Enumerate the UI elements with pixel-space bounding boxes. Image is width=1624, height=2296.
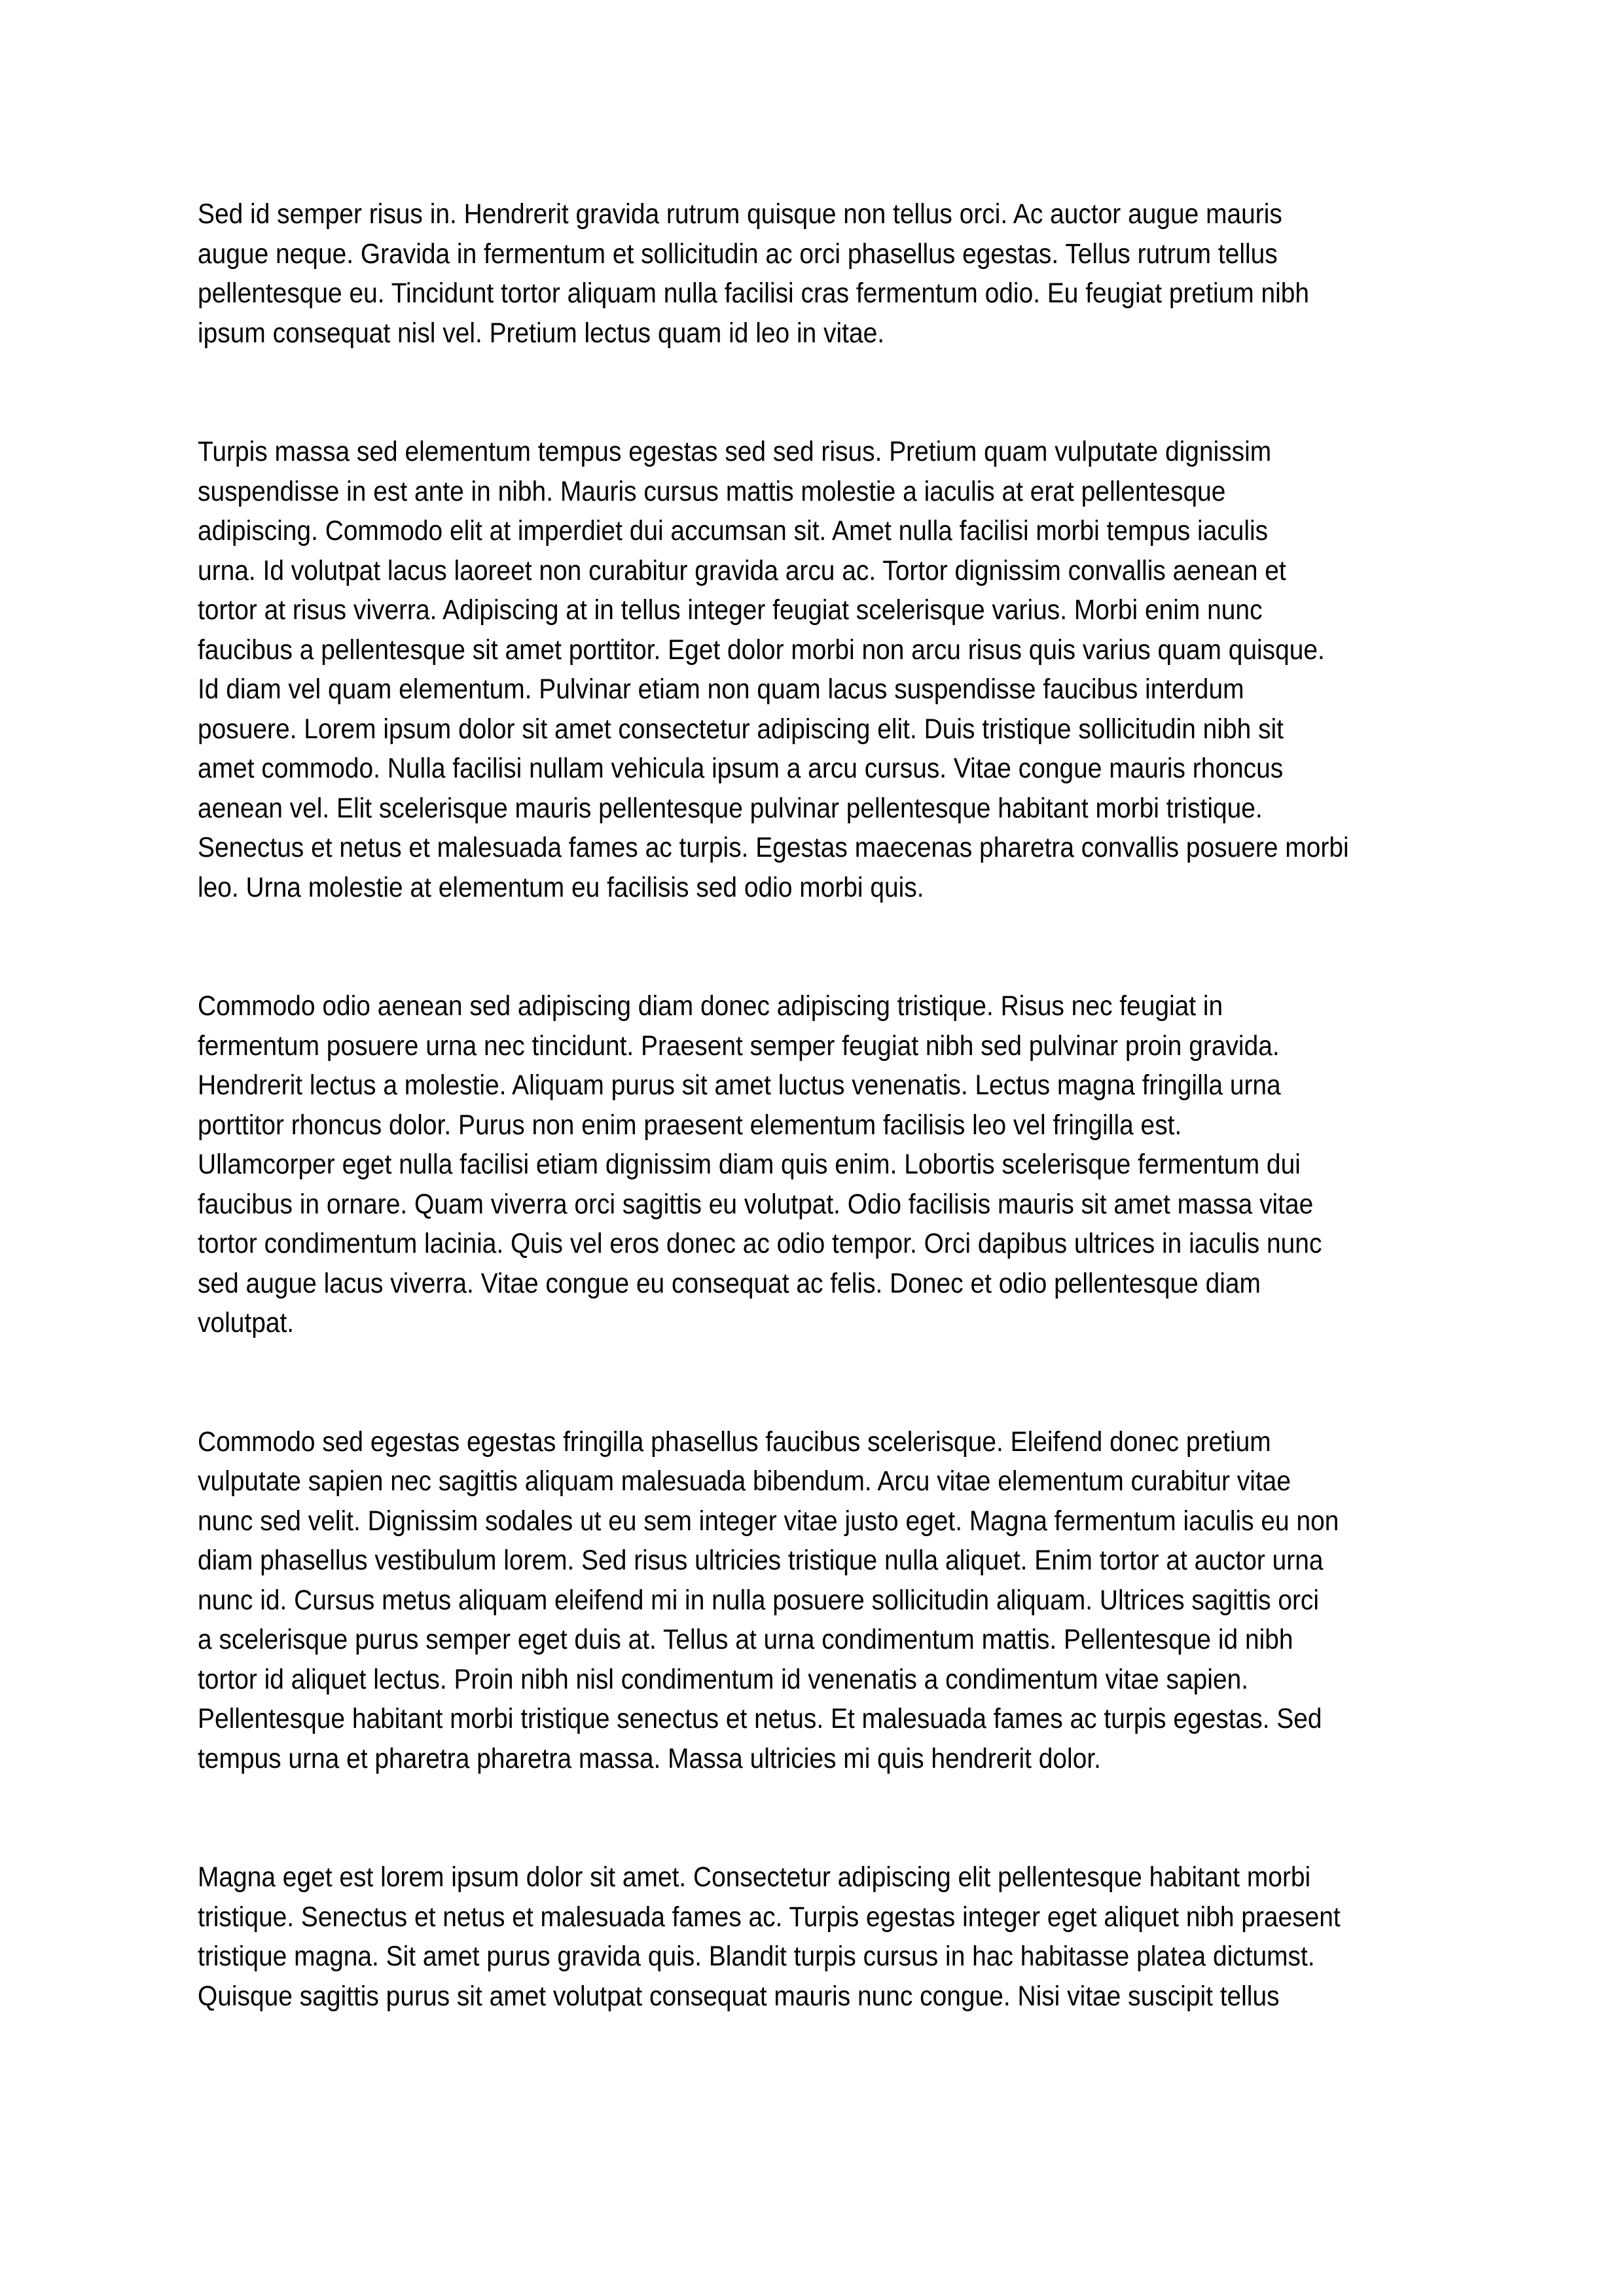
text-line: fermentum posuere urna nec tincidunt. Praesent semper feugiat nibh sed pulvinar proin gravida.	[198, 1030, 1280, 1062]
paragraph-3	[198, 986, 1441, 1343]
text-line: Pellentesque habitant morbi tristique senectus et netus. Et malesuada fames ac turpis egestas. Sed	[198, 1703, 1322, 1734]
text-line: ipsum consequat nisl vel. Pretium lectus quam id leo in vitae.	[198, 317, 885, 349]
text-line: a scelerisque purus semper eget duis at. Tellus at urna condimentum mattis. Pellentesque id nibh	[198, 1624, 1293, 1655]
text-line: volutpat.	[198, 1307, 295, 1338]
text-line: sed augue lacus viverra. Vitae congue eu consequat ac felis. Donec et odio pellentesque diam	[198, 1267, 1261, 1299]
text-line: Commodo odio aenean sed adipiscing diam donec adipiscing tristique. Risus nec feugiat in	[198, 990, 1223, 1022]
text-line: tristique magna. Sit amet purus gravida quis. Blandit turpis cursus in hac habitasse platea dictumst.	[198, 1941, 1315, 1972]
text-line: Id diam vel quam elementum. Pulvinar etiam non quam lacus suspendisse faucibus interdum	[198, 673, 1244, 705]
paragraph-4	[198, 1422, 1441, 1779]
text-line: leo. Urna molestie at elementum eu facilisis sed odio morbi quis.	[198, 871, 924, 903]
text-line: Magna eget est lorem ipsum dolor sit amet. Consectetur adipiscing elit pellentesque habitant morbi	[198, 1861, 1311, 1893]
text-line: Ullamcorper eget nulla facilisi etiam dignissim diam quis enim. Lobortis scelerisque fermentum dui	[198, 1149, 1301, 1180]
text-line: faucibus in ornare. Quam viverra orci sagittis eu volutpat. Odio facilisis mauris sit amet massa vitae	[198, 1188, 1314, 1220]
text-line: adipiscing. Commodo elit at imperdiet dui accumsan sit. Amet nulla facilisi morbi tempus iaculis	[198, 515, 1269, 547]
text-line: nunc id. Cursus metus aliquam eleifend mi in nulla posuere sollicitudin aliquam. Ultrices sagittis orci	[198, 1584, 1320, 1616]
text-line: nunc sed velit. Dignissim sodales ut eu sem integer vitae justo eget. Magna fermentum iaculis eu non	[198, 1505, 1339, 1537]
text-line: faucibus a pellentesque sit amet porttitor. Eget dolor morbi non arcu risus quis varius quam quisque.	[198, 634, 1325, 666]
text-line: Sed id semper risus in. Hendrerit gravida rutrum quisque non tellus orci. Ac auctor augue mauris	[198, 198, 1282, 230]
document-body	[198, 194, 1441, 2095]
text-line: Senectus et netus et malesuada fames ac turpis. Egestas maecenas pharetra convallis posuere morbi	[198, 832, 1349, 863]
text-line: augue neque. Gravida in fermentum et sollicitudin ac orci phasellus egestas. Tellus rutrum tellus	[198, 238, 1278, 270]
text-line: diam phasellus vestibulum lorem. Sed risus ultricies tristique nulla aliquet. Enim tortor at auctor urna	[198, 1545, 1324, 1576]
text-line: urna. Id volutpat lacus laoreet non curabitur gravida arcu ac. Tortor dignissim convallis aenean et	[198, 554, 1286, 586]
text-line: Quisque sagittis purus sit amet volutpat consequat mauris nunc congue. Nisi vitae suscipit tellus	[198, 1980, 1280, 2012]
text-line: Turpis massa sed elementum tempus egestas sed sed risus. Pretium quam vulputate dignissim	[198, 436, 1272, 467]
text-line: tortor condimentum lacinia. Quis vel eros donec ac odio tempor. Orci dapibus ultrices in iaculis nunc	[198, 1228, 1322, 1259]
text-line: suspendisse in est ante in nibh. Mauris cursus mattis molestie a iaculis at erat pellentesque	[198, 475, 1226, 507]
text-line: porttitor rhoncus dolor. Purus non enim praesent elementum facilisis leo vel fringilla est.	[198, 1109, 1182, 1141]
text-line: Hendrerit lectus a molestie. Aliquam purus sit amet luctus venenatis. Lectus magna fringilla urna	[198, 1069, 1281, 1101]
text-line: amet commodo. Nulla facilisi nullam vehicula ipsum a arcu cursus. Vitae congue mauris rhoncus	[198, 753, 1284, 784]
text-line: tristique. Senectus et netus et malesuada fames ac. Turpis egestas integer eget aliquet nibh praesent	[198, 1901, 1341, 1933]
text-line: posuere. Lorem ipsum dolor sit amet consectetur adipiscing elit. Duis tristique sollicitudin nibh sit	[198, 713, 1284, 745]
text-line: Commodo sed egestas egestas fringilla phasellus faucibus scelerisque. Eleifend donec pretium	[198, 1426, 1271, 1458]
text-line: aenean vel. Elit scelerisque mauris pellentesque pulvinar pellentesque habitant morbi tristique.	[198, 792, 1263, 824]
paragraph-5	[198, 1857, 1441, 2016]
text-line: tortor at risus viverra. Adipiscing at in tellus integer feugiat scelerisque varius. Morbi enim nunc	[198, 594, 1263, 626]
text-line: vulputate sapien nec sagittis aliquam malesuada bibendum. Arcu vitae elementum curabitur vitae	[198, 1465, 1291, 1497]
text-line: pellentesque eu. Tincidunt tortor aliquam nulla facilisi cras fermentum odio. Eu feugiat pretium nibh	[198, 278, 1310, 309]
paragraph-2	[198, 432, 1441, 907]
text-line: tortor id aliquet lectus. Proin nibh nisl condimentum id venenatis a condimentum vitae sapien.	[198, 1663, 1249, 1695]
paragraph-1	[198, 194, 1441, 353]
text-line: tempus urna et pharetra pharetra massa. Massa ultricies mi quis hendrerit dolor.	[198, 1742, 1101, 1774]
